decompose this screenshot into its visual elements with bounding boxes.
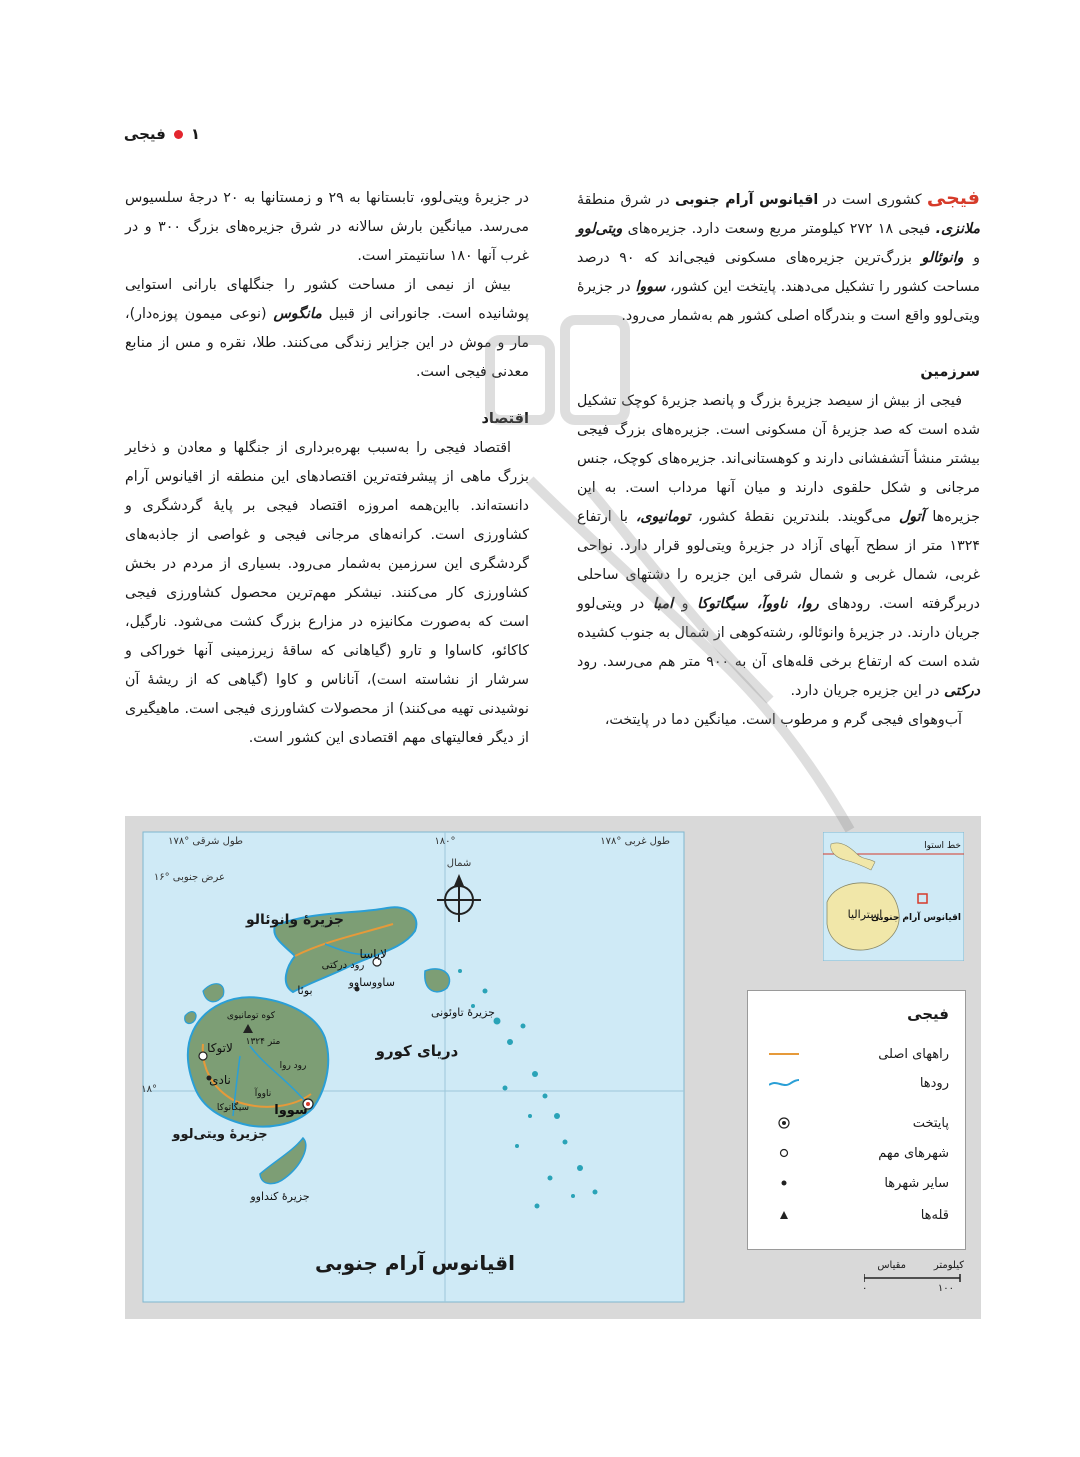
- page-header: [120, 122, 200, 146]
- legend-label: پایتخت: [912, 1115, 949, 1131]
- label-savusavu: ساووساوو: [348, 976, 395, 989]
- text-run: و: [673, 596, 698, 612]
- legend-item-roads: [769, 1046, 949, 1062]
- text-run: کشوری است در: [818, 192, 927, 208]
- term: امبا: [652, 596, 674, 612]
- label-lautoka: لاتوکا: [207, 1041, 233, 1055]
- legend-item-peaks: [769, 1207, 949, 1223]
- bullet-dot-icon: [174, 130, 183, 139]
- capital-star-icon: [769, 1115, 799, 1131]
- term: درکتی: [943, 683, 980, 699]
- left-text-column: [125, 184, 529, 753]
- inset-label-ocean: اقیانوس آرام جنوبی: [871, 913, 961, 923]
- inset-locator-map: [823, 832, 964, 961]
- text-run: در ویتی‌لوو جریان دارند. در جزیرهٔ وانوئالو، رشته‌کوهی از شمال به جنوب کشیده شده است که ارتفاع برخی قله‌های آن به ۹۰۰ متر هم می‌رسد. رود: [577, 596, 980, 670]
- lon-label-178w: ۱۷۸° طول غربی: [600, 836, 670, 847]
- lead-word: فیجی: [926, 187, 980, 209]
- section-heading-economy: اقتصاد: [481, 411, 529, 427]
- label-dreketi: رود درکتی: [321, 960, 365, 971]
- label-taveuni: جزیرهٔ تاوئونی: [431, 1006, 495, 1019]
- nature-paragraph: [125, 271, 529, 387]
- town-dot-icon: [769, 1175, 799, 1191]
- legend-label: سایر شهرها: [884, 1175, 949, 1191]
- legend-label: راههای اصلی: [878, 1046, 949, 1062]
- label-kadavu: جزیرهٔ کنداوو: [250, 1190, 310, 1203]
- inset-label-equator: خط استوا: [924, 841, 961, 851]
- legend-item-major-cities: [769, 1145, 949, 1161]
- label-rewa: رود روا: [279, 1061, 307, 1071]
- label-viti-levu: جزیرهٔ ویتی‌لوو: [172, 1127, 268, 1142]
- scale-zero: ۰: [862, 1283, 868, 1294]
- label-sigatoka: سیگاتوکا: [216, 1103, 250, 1113]
- label-nadi: نادی: [209, 1073, 231, 1087]
- label-vanua-levu: جزیرهٔ وانوئالو: [246, 912, 344, 928]
- term: روا، ناووآ، سیگاتوکا: [697, 596, 819, 612]
- term: ملانزی.: [935, 221, 980, 237]
- climate-paragraph-start: آب‌وهوای فیجی گرم و مرطوب است. میانگین دما در پایتخت،: [604, 712, 962, 728]
- text-run: و: [963, 250, 980, 266]
- lat-label-16s: ۱۶° عرض جنوبی: [153, 872, 225, 883]
- term: تومانیوی،: [635, 509, 691, 525]
- term: سووا: [635, 279, 666, 295]
- label-tomanivi: کوه تومانیوی: [226, 1011, 276, 1021]
- legend-item-capital: [769, 1115, 949, 1131]
- lat-label-18: ۱۸°: [141, 1084, 157, 1095]
- legend-item-other-towns: [769, 1175, 949, 1191]
- inset-label-australia: استرالیا: [847, 908, 883, 921]
- land-paragraph: [577, 387, 980, 706]
- legend-item-rivers: [769, 1075, 949, 1091]
- right-text-column: [577, 184, 980, 735]
- term: آتول: [898, 509, 925, 525]
- text-run: در جزیرهٔ ویتی‌لوو واقع است و بندرگاه اصلی کشور هم به‌شمار می‌رود.: [577, 279, 980, 324]
- intro-paragraph: [577, 184, 980, 331]
- label-suva: سووا: [274, 1103, 308, 1118]
- text-run: بزرگ‌ترین جزیره‌های مسکونی فیجی‌اند که ۹۰ درصد مساحت کشور را تشکیل می‌دهند. پایتخت این کشور،: [577, 250, 981, 295]
- climate-paragraph-continued: در جزیرهٔ ویتی‌لوو، تابستانها به ۲۹ و زمستانها به ۲۰ درجهٔ سلسیوس می‌رسد. میانگین بارش سالانه در شرق جزیره‌های بزرگ ۳۰۰ و در غرب آنها ۱۸۰ سانتیمتر است.: [125, 190, 529, 264]
- term: وانوئالو: [921, 250, 964, 266]
- label-bua: بوئا: [297, 984, 313, 997]
- legend-title: فیجی: [907, 1005, 949, 1023]
- text-run: فیجی ۱۸ ۲۷۲ کیلومتر مربع وسعت دارد. جزیره‌های: [622, 221, 936, 237]
- north-label: شمال: [446, 858, 472, 869]
- city-circle-icon: [769, 1145, 799, 1161]
- scale-unit: کیلومتر: [933, 1260, 964, 1271]
- legend-label: رودها: [919, 1075, 949, 1091]
- text-run: فیجی از بیش از سیصد جزیرهٔ بزرگ و پانصد جزیرهٔ کوچک تشکیل شده است که صد جزیرهٔ آن مسکونی است. جزیره‌های بزرگ فیجی بیشتر منشأ آتشفشانی دارند و کوهستانی‌اند. جزیره‌های کوچک، جنس مرجانی و شکل حلقوی دارند و میان آنها مرداب است. به این جزیره‌ها: [577, 393, 981, 525]
- taveuni-island: [425, 969, 450, 992]
- chapter-title: فیجی: [123, 125, 166, 143]
- bold-term: اقیانوس آرام جنوبی: [674, 192, 819, 208]
- text-run: بیش از نیمی از مساحت کشور را جنگلهای بارانی استوایی پوشانیده است. جانورانی از قبیل: [125, 277, 529, 322]
- legend-label: قله‌ها: [920, 1207, 949, 1223]
- lon-label-178e: ۱۷۸° طول شرقی: [168, 836, 243, 847]
- river-line-icon: [769, 1075, 799, 1091]
- text-run: می‌گویند. بلندترین نقطهٔ کشور،: [690, 509, 899, 525]
- term: ویتی‌لوو: [577, 221, 623, 237]
- legend-label: شهرهای مهم: [878, 1145, 949, 1161]
- city-marker-lautoka: [199, 1052, 207, 1060]
- label-navua: ناووآ: [254, 1089, 272, 1099]
- map-legend: [747, 990, 966, 1250]
- section-heading-land: سرزمین: [920, 364, 980, 380]
- text-run: با ارتفاع ۱۳۲۴ متر از سطح آبهای آزاد در جزیرهٔ ویتی‌لوو قرار دارد. نواحی غربی، شمال غربی و شمال شرقی این جزیره را دشتهای ساحلی دربرگرفته است. رودهای: [577, 509, 980, 612]
- scale-label: مقیاس: [877, 1260, 906, 1271]
- term: مانگوس: [273, 306, 322, 322]
- lon-label-180: ۱۸۰°: [434, 836, 456, 847]
- label-labasa: لاباسا: [359, 947, 387, 961]
- page-number: ۱: [190, 125, 200, 143]
- road-line-icon: [769, 1046, 799, 1062]
- scale-line: [864, 1274, 964, 1282]
- peak-triangle-icon: [769, 1207, 799, 1223]
- economy-paragraph: اقتصاد فیجی را به‌سبب بهره‌برداری از جنگلها و معادن و ذخایر بزرگ ماهی از پیشرفته‌ترین اقتصادهای این منطقه از اقیانوس آرام دانسته‌اند. بااین‌همه امروزه اقتصاد فیجی بر پایهٔ گردشگری و کشاورزی است. کرانه‌های مرجانی فیجی و غواصی از جاذبه‌های گردشگری این سرزمین به‌شمار می‌رود. بسیاری از مردم در بخش کشاورزی کار می‌کنند. نیشکر مهم‌ترین محصول کشاورزی فیجی است که به‌صورت مکانیزه در مزارع بزرگ کشت می‌شود. نارگیل، کاکائو، کاساوا و تارو (گیاهانی که ساقهٔ زیرزمینی آنها خوراکی و سرشار از نشاسته است)، آناناس و کاوا (گیاهی که از ریشهٔ آن نوشیدنی تهیه می‌کنند) از محصولات کشاورزی فیجی است. ماهیگیری از دیگر فعالیتهای مهم اقتصادی این کشور است.: [125, 440, 529, 746]
- text-run: (نوعی میمون پوزه‌دار)، مار و موش در این جزایر زندگی می‌کنند. طلا، نقره و مس از منابع معدنی فیجی است.: [125, 306, 529, 380]
- text-run: در شرق منطقهٔ: [577, 192, 675, 208]
- label-pacific-ocean: اقیانوس آرام جنوبی: [315, 1251, 515, 1275]
- label-tomanivi-height: ۱۳۲۴ متر: [245, 1037, 281, 1047]
- text-run: در این جزیره جریان دارد.: [790, 683, 944, 699]
- scale-bar: [860, 1258, 964, 1298]
- scale-hundred: ۱۰۰: [937, 1283, 954, 1294]
- label-koro-sea: دریای کورو: [375, 1042, 459, 1060]
